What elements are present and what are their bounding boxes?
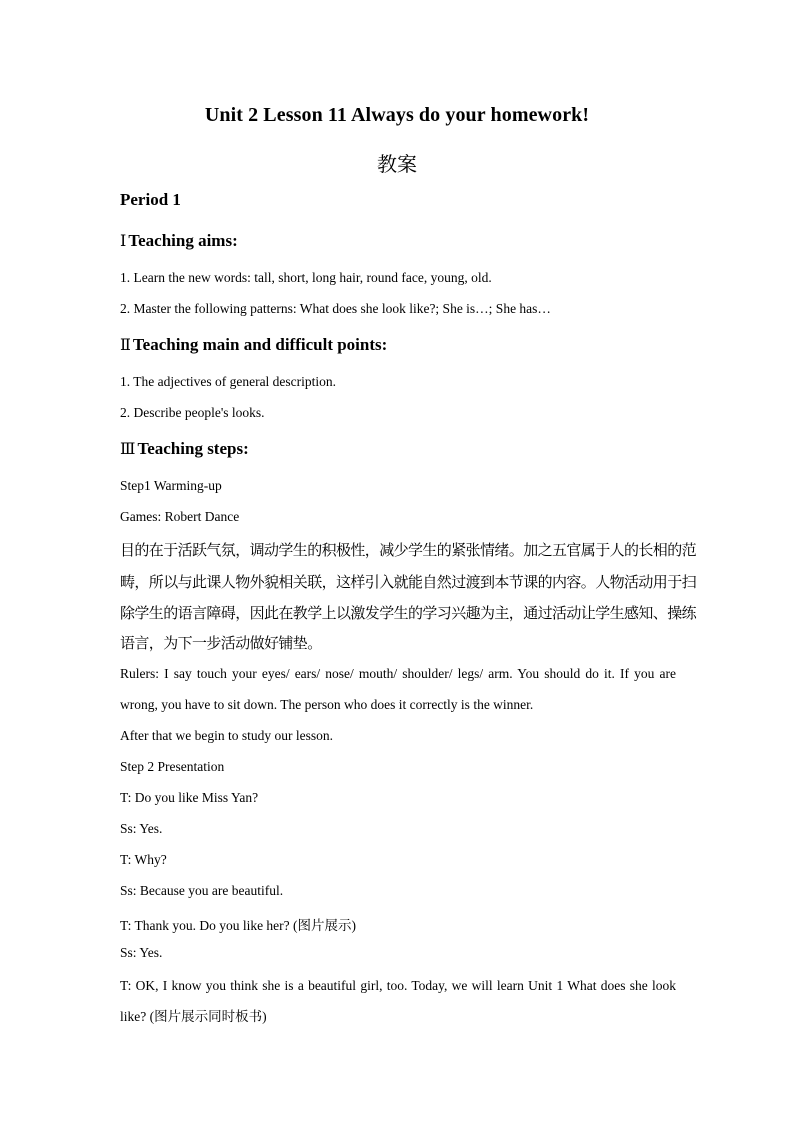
step1-label: Step1 Warming-up [120, 478, 222, 493]
section-points-heading [120, 335, 387, 355]
section-numeral: Ⅰ [120, 231, 127, 250]
document-title: Unit 2 Lesson 11 Always do your homework! [204, 104, 590, 126]
dialogue-line: T: Thank you. Do you like her? (图片展示) [120, 918, 357, 933]
section-title: Teaching main and difficult points: [132, 335, 388, 354]
points-item: 2. Describe people's looks. [120, 405, 265, 420]
chinese-paragraph-line: 畴，所以与此课人物外貌相关联，这样引入就能自然过渡到本节课的内容。人物活动用于扫 [120, 573, 697, 591]
step2-label: Step 2 Presentation [120, 759, 225, 774]
after-line: After that we begin to study our lesson. [120, 728, 333, 743]
dialogue-line: T: Why? [120, 852, 167, 867]
dialogue-line: Ss: Because you are beautiful. [120, 883, 284, 898]
chinese-paragraph-line: 语言，为下一步活动做好铺垫。 [120, 634, 322, 652]
section-numeral: Ⅲ [120, 439, 136, 458]
chinese-paragraph-line: 目的在于活跃气氛，调动学生的积极性，减少学生的紧张情绪。加之五官属于人的长相的范 [120, 541, 697, 559]
period-heading: Period 1 [120, 190, 181, 209]
games-line: Games: Robert Dance [120, 509, 240, 524]
section-title: Teaching aims: [128, 231, 238, 250]
document-subtitle: 教案 [377, 152, 417, 176]
rules-paragraph: Rulers: I say touch your eyes/ ears/ nose/ mouth/ shoulder/ legs/ arm. You should do it. If you are wrong, you have to sit down. The person who does it correctly is the winner. [120, 666, 676, 712]
section-title: Teaching steps: [137, 439, 249, 458]
chinese-paragraph-line: 除学生的语言障碍，因此在教学上以激发学生的学习兴趣为主，通过活动让学生感知、操练 [120, 604, 697, 622]
section-numeral: Ⅱ [120, 335, 131, 354]
dialogue-line: T: Do you like Miss Yan? [120, 790, 259, 805]
closing-paragraph: T: OK, I know you think she is a beautiful girl, too. Today, we will learn Unit 1 What does she look like? (图片展示同时板书) [120, 978, 676, 1024]
points-item: 1. The adjectives of general description. [120, 374, 337, 389]
section-steps-heading [120, 439, 249, 459]
dialogue-line: Ss: Yes. [120, 821, 163, 836]
section-aims-heading [120, 231, 238, 251]
aims-item: 2. Master the following patterns: What does she look like?; She is…; She has… [120, 301, 551, 316]
aims-item: 1. Learn the new words: tall, short, long hair, round face, young, old. [120, 270, 492, 285]
dialogue-line: Ss: Yes. [120, 945, 163, 960]
